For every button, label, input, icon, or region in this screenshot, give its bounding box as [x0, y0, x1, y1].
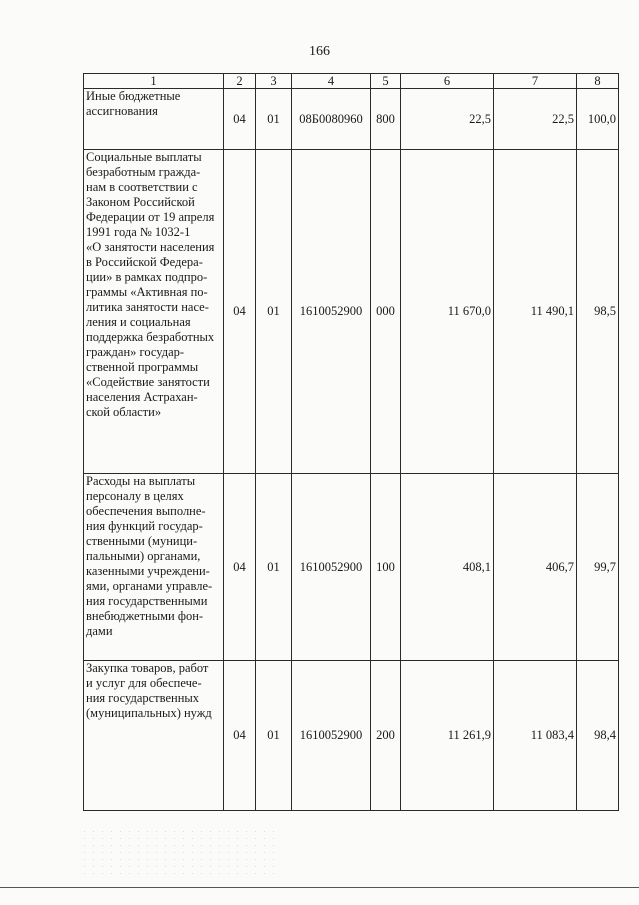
percent-cell: 98,5: [577, 150, 619, 474]
executed-cell: 406,7: [494, 474, 577, 661]
executed-cell: 11 083,4: [494, 661, 577, 811]
planned-cell: 11 261,9: [401, 661, 494, 811]
column-header: 8: [577, 74, 619, 89]
subsection-cell: 01: [256, 474, 292, 661]
planned-cell: 22,5: [401, 89, 494, 150]
subsection-cell: 01: [256, 150, 292, 474]
column-header: 7: [494, 74, 577, 89]
subsection-cell: 01: [256, 661, 292, 811]
expense-type-cell: 000: [371, 150, 401, 474]
planned-cell: 11 670,0: [401, 150, 494, 474]
column-header: 1: [84, 74, 224, 89]
expense-type-cell: 200: [371, 661, 401, 811]
table-row: [84, 474, 619, 661]
row-name: Социальные выплаты безработным гражда- нам в соответствии с Законом Российской Федерации от 19 апреля 1991 года № 1032-1 «О занятости населения в Российской Федера- ции» в рамках подпро- граммы «Активная по- литика занятости насе- ления и социальная поддержка безработных граждан» государ- ственной программы «Содействие занятости населения Астрахан- ской области»: [84, 150, 224, 474]
target-code-cell: 1610052900: [292, 474, 371, 661]
target-code-cell: 1610052900: [292, 661, 371, 811]
table-row: [84, 661, 619, 811]
table-row: [84, 89, 619, 150]
page-number: 166: [309, 44, 330, 59]
column-header: 3: [256, 74, 292, 89]
section-cell: 04: [224, 89, 256, 150]
target-code-cell: 1610052900: [292, 150, 371, 474]
section-cell: 04: [224, 150, 256, 474]
percent-cell: 100,0: [577, 89, 619, 150]
scan-noise: [80, 828, 280, 878]
column-header: 6: [401, 74, 494, 89]
section-cell: 04: [224, 661, 256, 811]
section-cell: 04: [224, 474, 256, 661]
percent-cell: 99,7: [577, 474, 619, 661]
budget-table: [83, 73, 619, 811]
executed-cell: 22,5: [494, 89, 577, 150]
percent-cell: 98,4: [577, 661, 619, 811]
column-header: 2: [224, 74, 256, 89]
row-name: Расходы на выплаты персоналу в целях обеспечения выполне- ния функций государ- ственными (муници- пальными) органами, казенными учреждени- ями, органами управле- ния государственными внебюджетными фон- дами: [84, 474, 224, 661]
expense-type-cell: 100: [371, 474, 401, 661]
page-bottom-rule: [0, 887, 639, 888]
header-row: [84, 74, 619, 89]
table-row: [84, 150, 619, 474]
column-header: 5: [371, 74, 401, 89]
row-name: Закупка товаров, работ и услуг для обеспече- ния государственных (муниципальных) нужд: [84, 661, 224, 811]
planned-cell: 408,1: [401, 474, 494, 661]
executed-cell: 11 490,1: [494, 150, 577, 474]
subsection-cell: 01: [256, 89, 292, 150]
target-code-cell: 08Б0080960: [292, 89, 371, 150]
row-name: Иные бюджетные ассигнования: [84, 89, 224, 150]
expense-type-cell: 800: [371, 89, 401, 150]
column-header: 4: [292, 74, 371, 89]
